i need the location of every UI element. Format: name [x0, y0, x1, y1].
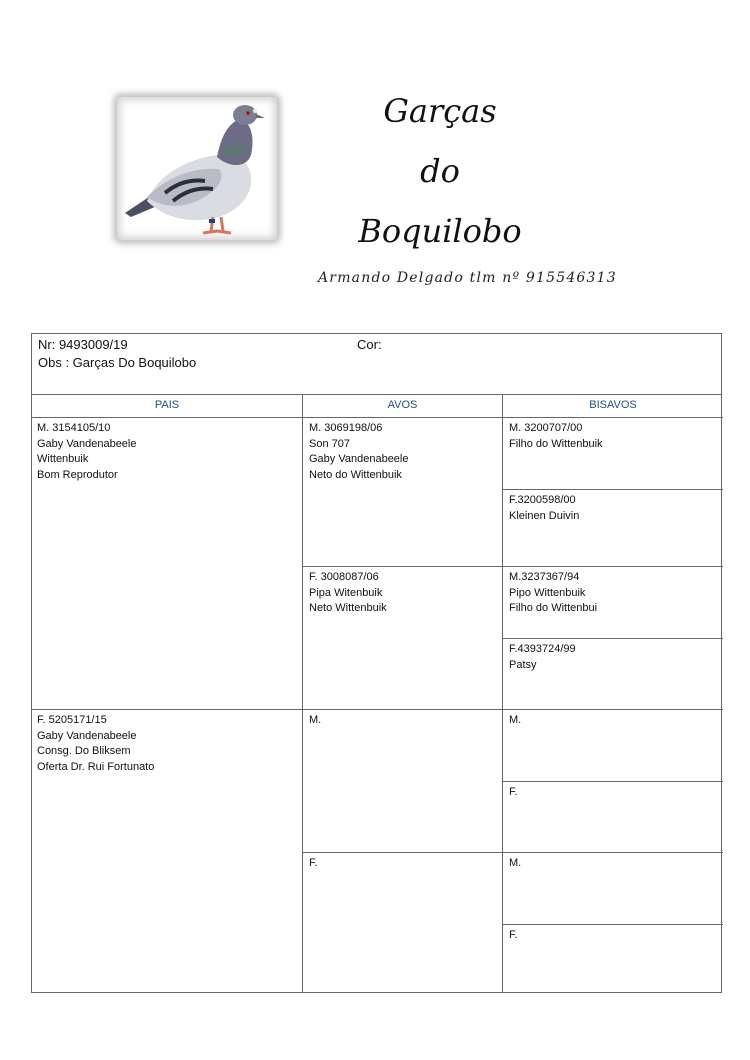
pedigree-table: [31, 394, 722, 993]
title-line-3: Boquilobo: [358, 212, 522, 250]
bisavos-text-3: [509, 570, 597, 617]
cell-line: F.4393724/99: [509, 643, 576, 655]
avos-cell-4: [302, 852, 502, 993]
cell-line: Patsy: [509, 658, 537, 671]
cell-line: Gaby Vandenabeele: [37, 437, 137, 450]
cell-line: Neto do Wittenbuik: [309, 468, 402, 481]
pigeon-icon: [117, 97, 277, 240]
bisavos-text-8: [509, 928, 518, 944]
cell-line: F.3200598/00: [509, 494, 576, 506]
bisavos-text-2: [509, 493, 579, 524]
pais-cell-dam: [31, 709, 302, 993]
cell-line: Consg. Do Bliksem: [37, 745, 131, 757]
column-header-pais: PAIS: [154, 399, 180, 411]
color-label: Cor:: [357, 337, 382, 352]
ring-number: Nr: 9493009/19: [38, 337, 128, 352]
cell-line: Wittenbuik: [37, 453, 89, 465]
column-header-bisavos: BISAVOS: [502, 395, 723, 417]
avos-text-4: [309, 856, 318, 872]
avos-text-3: [309, 713, 321, 729]
pigeon-photo: [117, 97, 277, 240]
bisavos-cell-6: [502, 781, 723, 852]
bisavos-cell-7: [502, 852, 723, 924]
cell-line: Son 707: [309, 437, 350, 450]
cell-line: F. 3008087/06: [309, 571, 379, 583]
bisavos-cell-5: [502, 709, 723, 781]
bisavos-text-5: [509, 713, 521, 729]
avos-cell-1: [302, 417, 502, 566]
cell-line: Pipo Wittenbuik: [509, 586, 586, 599]
cell-line: Kleinen Duivin: [509, 509, 580, 522]
avos-cell-2: [302, 566, 502, 709]
info-box: [31, 333, 722, 395]
cell-line: M.: [509, 857, 522, 869]
avos-text-2: [309, 570, 387, 617]
cell-line: Bom Reprodutor: [37, 468, 118, 481]
bisavos-cell-4: [502, 638, 723, 709]
bisavos-cell-3: [502, 566, 723, 638]
bisavos-cell-8: [502, 924, 723, 993]
observations: Obs : Garças Do Boquilobo: [38, 355, 197, 370]
bisavos-text-7: [509, 856, 521, 872]
cell-line: M.3237367/94: [509, 571, 580, 583]
cell-line: M. 3200707/00: [509, 422, 583, 434]
title-line-1: Garças: [383, 92, 497, 130]
avos-text-1: [309, 421, 409, 483]
cell-line: M.: [309, 714, 322, 726]
cell-line: Neto Wittenbuik: [309, 602, 387, 614]
cell-line: M. 3069198/06: [309, 422, 383, 434]
bisavos-cell-1: [502, 417, 723, 489]
cell-line: Gaby Vandenabeele: [37, 729, 137, 742]
cell-line: M. 3154105/10: [37, 422, 111, 434]
column-header-avos: AVOS: [302, 395, 502, 417]
cell-line: Oferta Dr. Rui Fortunato: [37, 760, 155, 773]
cell-line: Filho do Wittenbui: [509, 602, 598, 614]
cell-line: F.: [509, 929, 518, 941]
cell-line: Pipa Witenbuik: [309, 586, 383, 599]
cell-line: F.: [509, 786, 518, 798]
pais-text-sire: [37, 421, 137, 483]
bisavos-text-1: [509, 421, 603, 452]
cell-line: F.: [309, 857, 318, 869]
cell-line: M.: [509, 714, 522, 726]
cell-line: Gaby Vandenabeele: [309, 453, 409, 465]
bisavos-text-4: [509, 642, 576, 673]
pais-cell-sire: [31, 417, 302, 709]
title-line-2: do: [420, 152, 460, 190]
cell-line: Filho do Wittenbuik: [509, 437, 603, 450]
contact-subtitle: Armando Delgado tlm nº 915546313: [318, 270, 617, 286]
bisavos-cell-2: [502, 489, 723, 566]
avos-cell-3: [302, 709, 502, 852]
pais-text-dam: [37, 713, 154, 775]
cell-line: F. 5205171/15: [37, 714, 107, 726]
bisavos-text-6: [509, 785, 518, 801]
